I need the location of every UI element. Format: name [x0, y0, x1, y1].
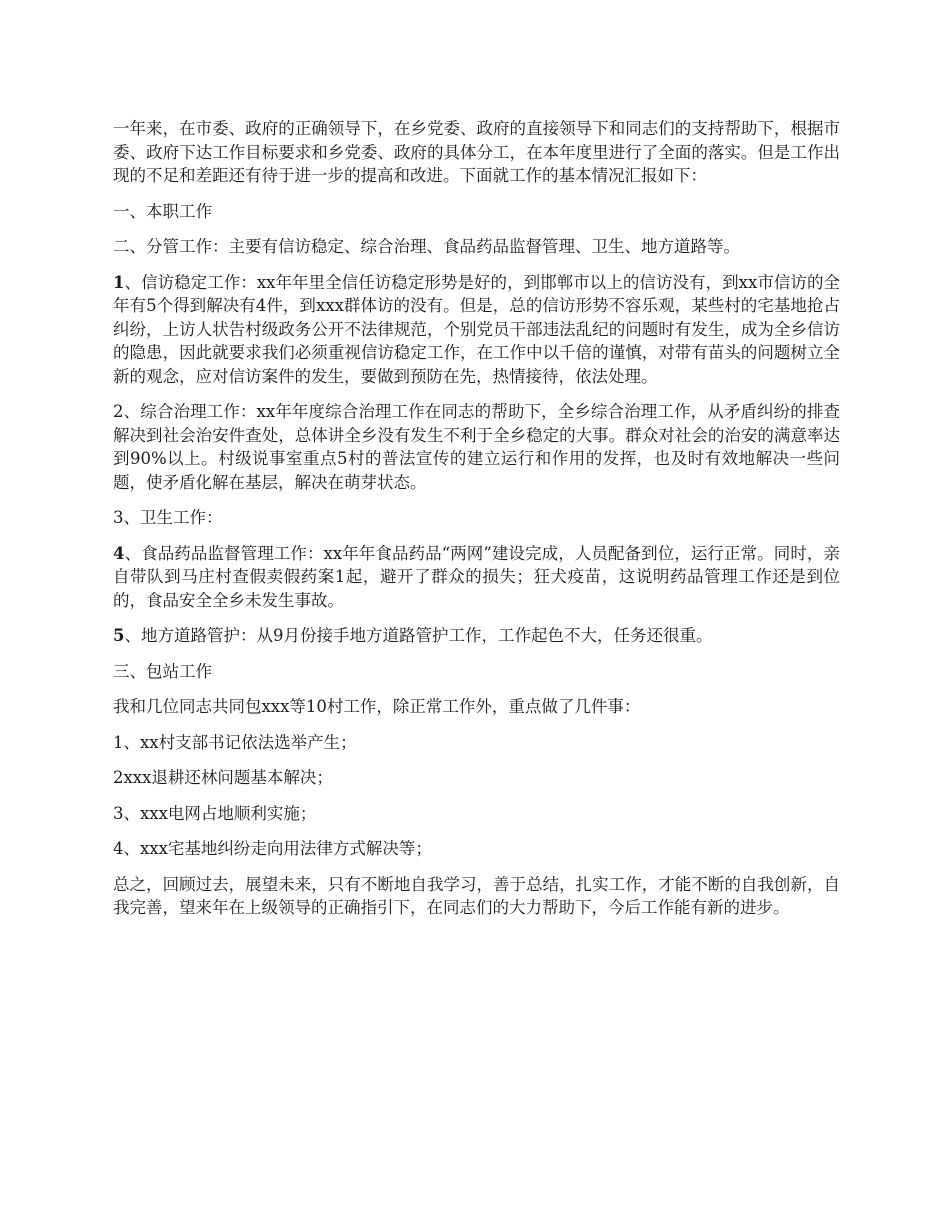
document-page — [113, 117, 840, 932]
paragraph-text: 总之，回顾过去，展望未来，只有不断地自我学习，善于总结，扎实工作，才能不断的自我创新，自我完善，望来年在上级领导的正确指引下，在同志们的大力帮助下，今后工作能有新的进步。 — [113, 874, 840, 917]
paragraph-text: 一年来，在市委、政府的正确领导下，在乡党委、政府的直接领导下和同志们的支持帮助下，根据市委、政府下达工作目标要求和乡党委、政府的具体分工，在本年度里进行了全面的落实。但是工作出现的不足和差距还有待于进一步的提高和改进。下面就工作的基本情况汇报如下： — [113, 119, 840, 185]
paragraph-governance — [113, 400, 840, 494]
paragraph-villages — [113, 695, 840, 719]
section-heading-3 — [113, 660, 840, 684]
paragraph-roads — [113, 624, 840, 648]
paragraph-text: 二、分管工作：主要有信访稳定、综合治理、食品药品监督管理、卫生、地方道路等。 — [113, 237, 740, 256]
paragraph-intro — [113, 117, 840, 188]
paragraph-text: 、食品药品监督管理工作：xx年年食品药品“两网”建设完成，人员配备到位，运行正常。同时，亲自带队到马庄村查假卖假药案1起，避开了群众的损失；狂犬疫苗，这说明药品管理工作还是到位的，食品安全全乡未发生事故。 — [113, 543, 840, 610]
paragraph-text: 2xxx退耕还林问题基本解决； — [113, 768, 333, 787]
paragraph-petition — [113, 271, 840, 389]
paragraph-text: 、地方道路管护：从9月份接手地方道路管护工作，工作起色不大，任务还很重。 — [124, 626, 713, 645]
paragraph-text: 1、xx村支部书记依法选举产生； — [113, 732, 357, 752]
paragraph-number: 5 — [113, 626, 125, 645]
paragraph-text: 3、卫生工作： — [113, 508, 223, 527]
list-item-3 — [113, 802, 840, 826]
section-heading-1 — [113, 200, 840, 224]
list-item-1 — [113, 731, 840, 755]
paragraph-number: 4 — [113, 543, 125, 563]
paragraph-text: 我和几位同志共同包xxx等10村工作，除正常工作外，重点做了几件事： — [113, 697, 641, 716]
paragraph-text: 三、包站工作 — [113, 661, 212, 681]
section-heading-2 — [113, 235, 840, 259]
paragraph-food-drug — [113, 542, 840, 613]
list-item-2 — [113, 766, 840, 790]
paragraph-conclusion — [113, 873, 840, 920]
paragraph-text: 2、综合治理工作：xx年年度综合治理工作在同志的帮助下，全乡综合治理工作，从矛盾纠纷的排查解决到社会治安件查处，总体讲全乡没有发生不利于全乡稳定的大事。群众对社会的治安的满意率达到90%以上。村级说事室重点5村的普法宣传的建立运行和作用的发挥，也及时有效地解决一些问题，使矛盾化解在基层，解决在萌芽状态。 — [113, 402, 840, 492]
paragraph-text: 一、本职工作 — [113, 201, 212, 221]
paragraph-text: 4、xxx宅基地纠纷走向用法律方式解决等； — [113, 839, 432, 858]
paragraph-health — [113, 506, 840, 530]
paragraph-text: 3、xxx电网占地顺利实施； — [113, 803, 317, 823]
paragraph-text: 、信访稳定工作：xx年年里全信任访稳定形势是好的，到邯郸市以上的信访没有，到xx市信访的全年有5个得到解决有4件，到xxx群体访的没有。但是，总的信访形势不容乐观，某些村的宅基地抢占纠纷，上访人状告村级政务公开不法律规范，个别党员干部违法乱纪的问题时有发生，成为全乡信访的隐患，因此就要求我们必须重视信访稳定工作，在工作中以千倍的谨慎，对带有苗头的问题树立全新的观念，应对信访案件的发生，要做到预防在先，热情接待，依法处理。 — [113, 272, 840, 386]
list-item-4 — [113, 837, 840, 861]
paragraph-number: 1 — [113, 272, 125, 292]
